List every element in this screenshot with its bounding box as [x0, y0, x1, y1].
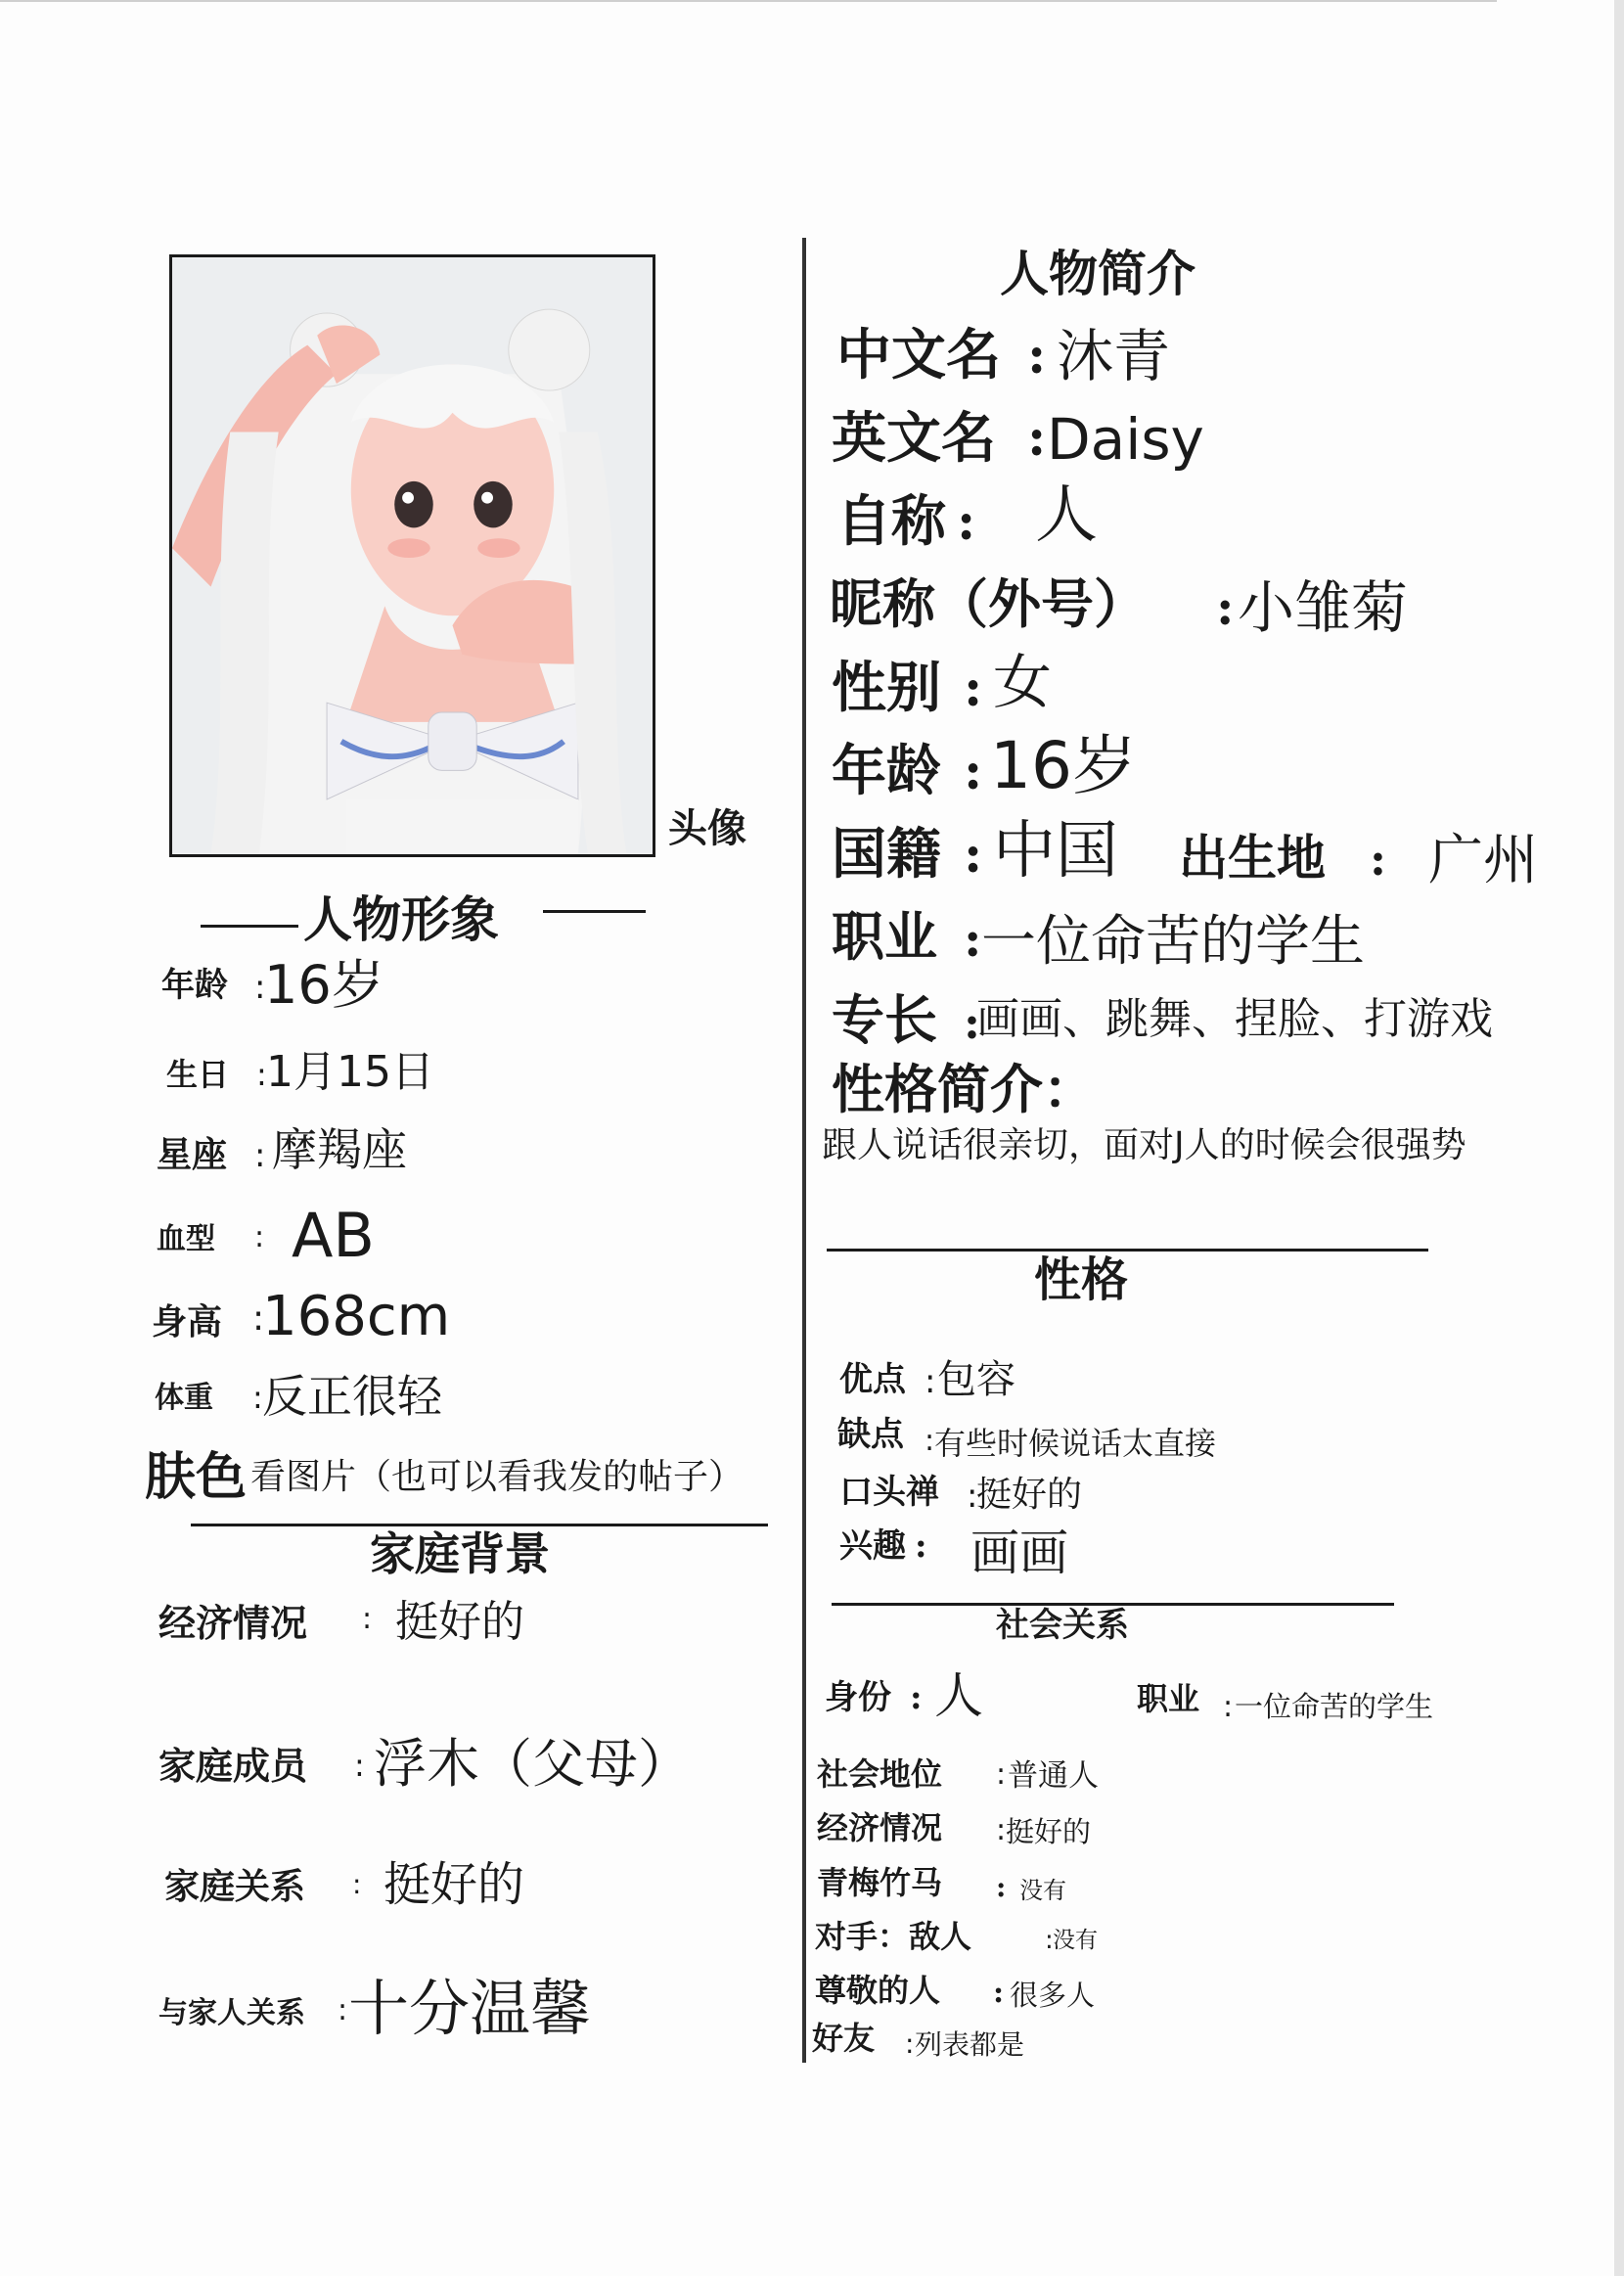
personality-label: 缺点	[837, 1415, 904, 1454]
social-label: 好友	[812, 2020, 876, 2057]
social-colon: :	[1223, 1690, 1234, 1724]
family-value: 浮木（父母）	[374, 1733, 691, 1795]
appearance-value: 看图片（也可以看我发的帖子）	[250, 1457, 744, 1497]
personality-value: 有些时候说话太直接	[934, 1425, 1217, 1462]
profile-colon: :	[1027, 326, 1047, 386]
appearance-value: 16岁	[264, 954, 384, 1016]
family-value: 挺好的	[383, 1857, 525, 1912]
personality-intro-text: 跟人说话很亲切，面对J人的时候会很强势	[822, 1125, 1466, 1165]
social-label: 职业	[1137, 1680, 1200, 1717]
profile-label: 国籍	[832, 822, 941, 887]
profile-value: 16岁	[990, 728, 1137, 803]
personality-colon: :	[925, 1424, 935, 1458]
profile-value: Daisy	[1047, 406, 1204, 473]
social-colon: :	[996, 1813, 1007, 1847]
personality-value: 挺好的	[976, 1475, 1083, 1515]
profile-label: 中文名	[836, 323, 1001, 387]
personality-label: 口头禅	[839, 1473, 939, 1512]
profile-value: 小雏菊	[1238, 574, 1409, 641]
social-label: 青梅竹马	[817, 1864, 943, 1901]
personality-intro-label-text: 性格简介	[832, 1058, 1043, 1120]
appearance-colon: :	[254, 968, 266, 1007]
profile-value: 中国	[993, 815, 1118, 888]
social-label: 尊敬的人	[815, 1972, 941, 2009]
appearance-label: 身高	[152, 1301, 223, 1343]
family-colon: :	[338, 1993, 348, 2027]
social-label: 经济情况	[817, 1809, 943, 1846]
personality-colon: :	[915, 1526, 927, 1566]
social-value: 没有	[1019, 1877, 1066, 1904]
social-label: 身份	[825, 1678, 891, 1717]
social-colon: :	[996, 1871, 1007, 1903]
profile-label: 英文名	[832, 406, 996, 471]
profile-colon: :	[964, 910, 982, 968]
profile-value: 一位命苦的学生	[981, 910, 1365, 974]
profile-label: 自称	[836, 489, 946, 554]
personality-intro-colon: ：	[1043, 1058, 1096, 1120]
profile-colon: :	[1370, 833, 1386, 886]
top-edge-line	[0, 0, 1497, 2]
appearance-label: 血型	[157, 1222, 215, 1256]
appearance-colon: :	[256, 1056, 267, 1093]
appearance-value: 摩羯座	[272, 1123, 407, 1176]
family-label: 经济情况	[158, 1601, 308, 1645]
family-colon: :	[352, 1868, 362, 1900]
appearance-value: 1月15日	[266, 1047, 434, 1097]
column-divider	[802, 238, 806, 2063]
family-value: 十分温馨	[348, 1973, 592, 2044]
profile-colon: :	[957, 492, 976, 552]
personality-label: 兴趣	[839, 1526, 906, 1566]
profile-label: 年龄	[832, 739, 941, 803]
personality-colon: :	[967, 1477, 978, 1516]
profile-value: 沐青	[1057, 323, 1171, 389]
social-colon: :	[996, 1757, 1007, 1792]
right-edge-strip	[1614, 0, 1624, 2276]
profile-value: 广州	[1428, 829, 1538, 892]
appearance-colon: :	[252, 1298, 265, 1339]
appearance-label: 星座	[157, 1134, 228, 1175]
appearance-label: 年龄	[161, 966, 228, 1005]
profile-value: 人	[1035, 479, 1098, 552]
family-value: 挺好的	[395, 1597, 524, 1647]
appearance-title-rule-right	[543, 910, 646, 913]
appearance-colon: :	[254, 1136, 266, 1175]
social-value: 普通人	[1008, 1758, 1099, 1794]
appearance-value: 反正很轻	[262, 1370, 442, 1423]
family-label: 家庭关系	[164, 1866, 306, 1907]
profile-label: 昵称（外号）	[830, 572, 1147, 635]
social-value: 没有	[1053, 1928, 1098, 1953]
social-colon: :	[993, 1976, 1005, 2010]
profile-colon: :	[964, 742, 983, 801]
appearance-label: 肤色	[145, 1447, 248, 1507]
profile-label: 出生地	[1179, 829, 1326, 887]
appearance-title: 人物形象	[303, 890, 499, 948]
social-label: 对手：敌人	[815, 1918, 972, 1955]
appearance-value: 168cm	[262, 1285, 451, 1348]
social-colon: :	[905, 2027, 915, 2060]
social-colon: :	[1045, 1926, 1054, 1955]
appearance-title-rule-left	[201, 925, 298, 928]
family-colon: :	[354, 1747, 365, 1784]
personality-title: 性格	[1034, 1252, 1129, 1307]
social-value: 列表都是	[915, 2028, 1025, 2061]
profile-colon: :	[964, 825, 983, 885]
appearance-colon: :	[254, 1220, 265, 1254]
profile-label: 专长	[832, 988, 937, 1051]
social-value: 挺好的	[1006, 1815, 1092, 1848]
appearance-label: 生日	[166, 1056, 230, 1093]
profile-colon: :	[1027, 408, 1047, 468]
personality-divider	[827, 1249, 1428, 1252]
appearance-divider	[191, 1524, 768, 1526]
profile-colon: :	[964, 996, 980, 1049]
social-value: 很多人	[1010, 1979, 1096, 2012]
social-title: 社会关系	[996, 1606, 1129, 1645]
family-label: 与家人关系	[158, 1996, 305, 2030]
profile-label: 职业	[832, 905, 937, 968]
personality-colon: :	[925, 1362, 936, 1401]
social-label: 社会地位	[817, 1755, 943, 1793]
family-title: 家庭背景	[370, 1527, 550, 1580]
social-colon: :	[910, 1678, 923, 1717]
appearance-label: 体重	[155, 1381, 213, 1415]
social-value: 人	[934, 1667, 983, 1724]
avatar	[169, 254, 655, 857]
profile-colon: :	[1216, 578, 1235, 636]
profile-title: 人物简介	[1000, 245, 1195, 302]
personality-value: 包容	[937, 1357, 1015, 1402]
family-label: 家庭成员	[158, 1744, 308, 1788]
personality-label: 优点	[839, 1360, 906, 1399]
appearance-value: AB	[292, 1200, 375, 1271]
social-value: 一位命苦的学生	[1235, 1690, 1434, 1723]
profile-value: 女	[993, 649, 1052, 717]
profile-value: 画画、跳舞、捏脸、打游戏	[976, 994, 1493, 1044]
profile-label: 性别	[832, 656, 941, 720]
family-colon: :	[362, 1602, 373, 1636]
personality-intro-label	[832, 1058, 1096, 1120]
personality-value: 画画	[970, 1525, 1068, 1581]
appearance-colon: :	[252, 1379, 263, 1416]
avatar-illustration	[172, 257, 653, 854]
avatar-caption: 头像	[668, 805, 746, 851]
profile-colon: :	[964, 659, 983, 718]
